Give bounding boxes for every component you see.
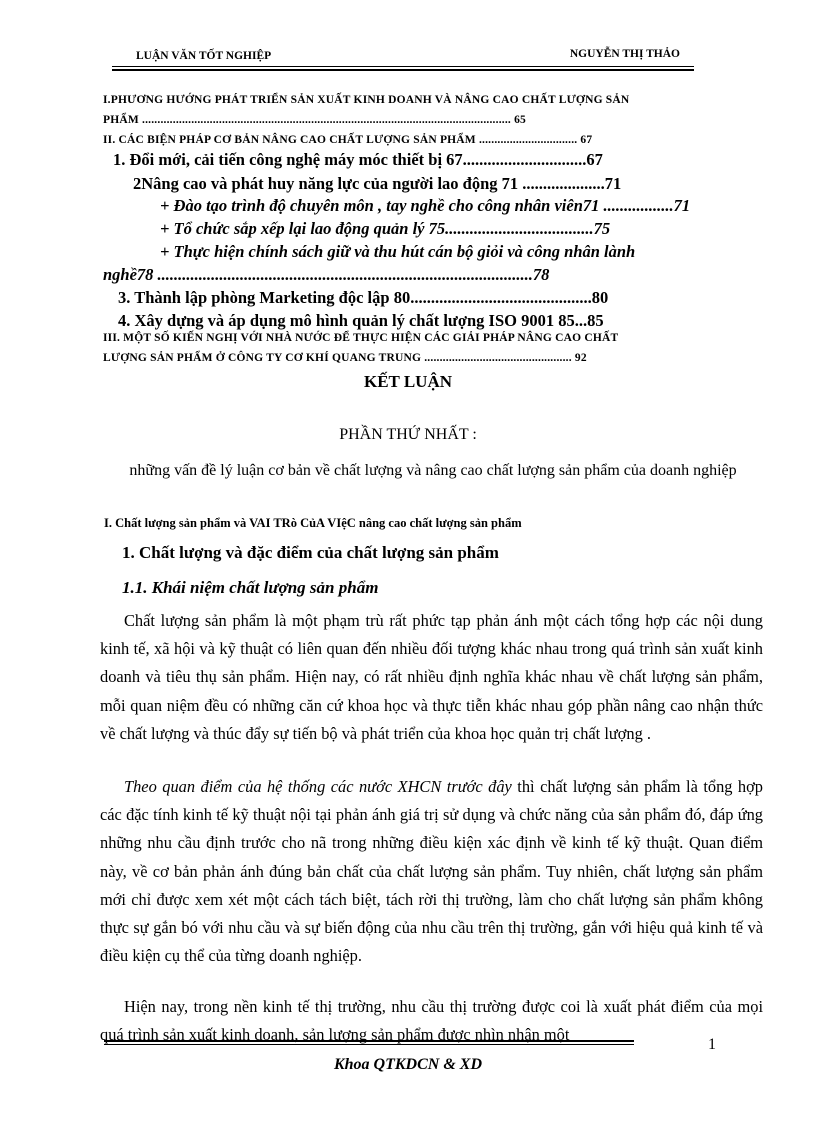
footer-rule	[104, 1040, 634, 1045]
conclusion-heading: KẾT LUẬN	[363, 372, 452, 391]
toc-entry-2-2-b: + Tổ chức sắp xếp lại lao động quản lý 75....................................75	[160, 219, 611, 238]
page-number: 1	[708, 1036, 716, 1053]
section-heading: I. Chất lượng sản phẩm và VAI TRò CủA VIệC nâng cao chất lượng sản phẩm	[104, 516, 522, 530]
toc-entry-2-4: 4. Xây dựng và áp dụng mô hình quản lý chất lượng ISO 9001 85...85	[118, 311, 604, 330]
toc-entry-section-2: II. CÁC BIỆN PHÁP CƠ BẢN NÂNG CAO CHẤT LƯỢNG SẢN PHẨM ................................ 67	[103, 134, 593, 146]
part-heading: PHẦN THỨ NHẤT :	[339, 426, 477, 443]
toc-entry-2-2-c-cont: nghề78 ...........................................................................................78	[103, 265, 550, 284]
subsection-heading: 1. Chất lượng và đặc điểm của chất lượng sản phẩm	[122, 543, 499, 562]
paragraph-2-italic-lead: Theo quan điểm của hệ thống các nước XHCN trước đây	[124, 777, 512, 796]
toc-entry-section-3: III. MỘT SỐ KIẾN NGHỊ VỚI NHÀ NƯỚC ĐỂ THỰC HIỆN CÁC GIẢI PHÁP NÂNG CAO CHẤT	[103, 332, 619, 344]
footer-faculty: Khoa QTKDCN & XD	[333, 1056, 483, 1073]
toc-entry-section-3-cont: LƯỢNG SẢN PHẨM Ở CÔNG TY CƠ KHÍ QUANG TRUNG ................................................ 92	[103, 352, 587, 364]
paragraph-2-text: thì chất lượng sản phẩm là tổng hợp các đặc tính kinh tế kỹ thuật nội tại phản ánh giá trị sử dụng và chức năng của sản phẩm đó, đáp ứng những nhu cầu định trước cho nã trong những điều kiện xác định về kinh tế kỹ thuật. Quan điểm này, về cơ bản phản ánh đúng bản chất của chất lượng sản phẩm. Tuy nhiên, chất lượng sản phẩm mới chỉ được xem xét một cách tách biệt, tách rời thị trường, làm cho chất lượng sản phẩm không thực sự gắn bó với nhu cầu và sự biến động của nhu cầu trên thị trường, gắn với hiệu quả kinh tế và điều kiện cụ thể của từng doanh nghiệp.	[100, 777, 763, 966]
toc-entry-section-1-cont: PHẨM ........................................................................................................................ 65	[103, 114, 526, 126]
page-header	[112, 46, 692, 66]
toc-entry-2-2-c: + Thực hiện chính sách giữ và thu hút cán bộ giỏi và công nhân lành	[160, 242, 636, 261]
header-left: LUẬN VĂN TỐT NGHIỆP	[136, 50, 272, 62]
toc-entry-2-2-a: + Đào tạo trình độ chuyên môn , tay nghề cho công nhân viên71 .................71	[160, 196, 691, 215]
toc-entry-section-1: I.PHƯƠNG HƯỚNG PHÁT TRIỂN SẢN XUẤT KINH DOANH VÀ NÂNG CAO CHẤT LƯỢNG SẢN	[103, 94, 630, 106]
toc-entry-2-2: 2Nâng cao và phát huy năng lực của người lao động 71 ....................71	[133, 174, 622, 193]
chapter-subtitle: những vấn đề lý luận cơ bản về chất lượng và nâng cao chất lượng sản phẩm của doanh nghiệp	[129, 462, 737, 479]
header-rule	[112, 66, 694, 71]
toc-entry-2-1: 1. Đổi mới, cải tiến công nghệ máy móc thiết bị 67..............................67	[113, 150, 603, 169]
header-right: NGUYỄN THỊ THẢO	[569, 48, 680, 60]
body-paragraph-2	[100, 773, 763, 970]
body-paragraph-3: Hiện nay, trong nền kinh tế thị trường, nhu cầu thị trường được coi là xuất phát điểm của mọi quá trình sản xuất kinh doanh, sản lượng sản phẩm được nhìn nhận một	[100, 997, 763, 1045]
sub-subsection-heading: 1.1. Khái niệm chất lượng sản phẩm	[122, 578, 379, 597]
body-paragraph-1: Chất lượng sản phẩm là một phạm trù rất phức tạp phản ánh một cách tổng hợp các nội dung kinh tế, xã hội và kỹ thuật có liên quan đến nhiều đối tượng khác nhau trong quá trình sản xuất kinh doanh và tiêu thụ sản phẩm. Hiện nay, có rất nhiều định nghĩa khác nhau về chất lượng sản phẩm, mỗi quan niệm đều có những căn cứ khoa học và thực tiễn khác nhau góp phần nâng cao nhận thức về chất lượng và thúc đẩy sự tiến bộ và phát triển của khoa học quản trị chất lượng .	[100, 611, 763, 743]
toc-entry-2-3: 3. Thành lập phòng Marketing độc lập 80............................................80	[118, 288, 609, 307]
